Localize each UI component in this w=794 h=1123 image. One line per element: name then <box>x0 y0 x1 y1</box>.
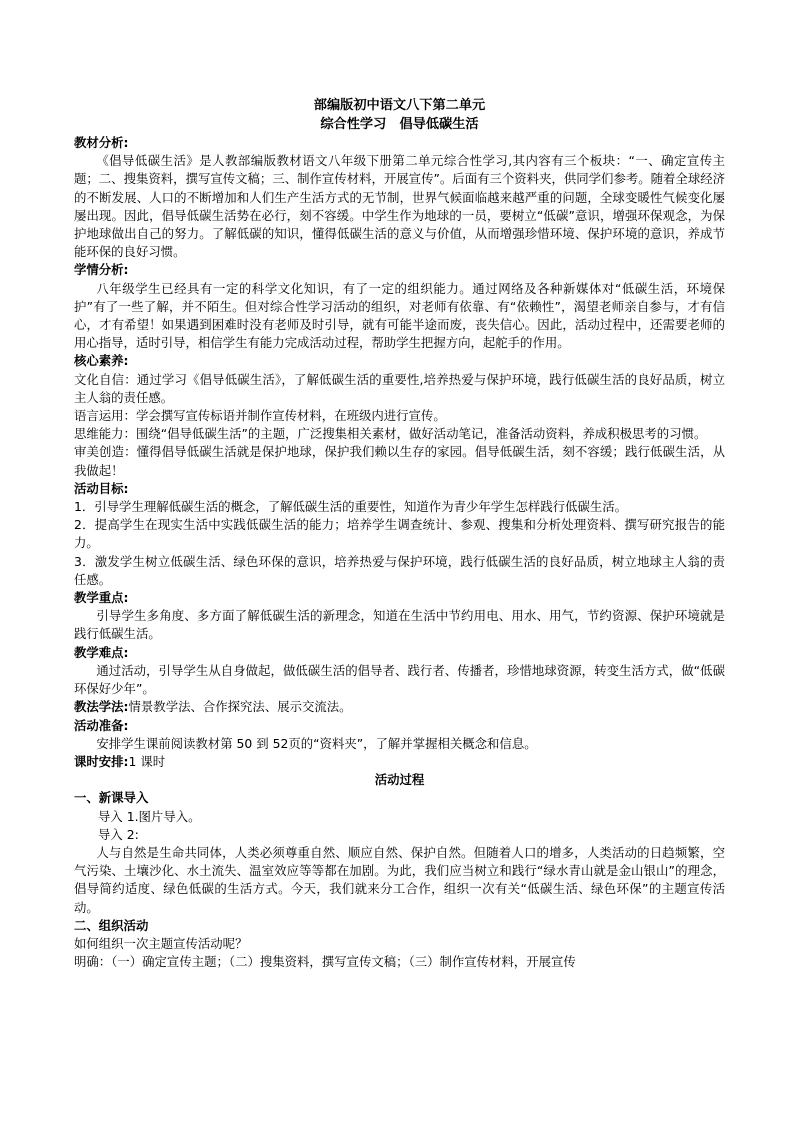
activity-goals-heading: 活动目标: <box>74 480 129 496</box>
goal-item-2: 2．提高学生在现实生活中实践低碳生活的能力；培养学生调查统计、参观、搜集和分析处理资料、撰写研究报告的能力。 <box>74 517 725 551</box>
literacy-item-aesthetic: 审美创造：懂得倡导低碳生活就是保护地球，保护我们赖以生存的家园。倡导低碳生活，刻不容缓；践行低碳生活，从我做起！ <box>74 444 725 478</box>
part2-heading: 二、组织活动 <box>74 917 149 933</box>
literacy-item-language: 语言运用：学会撰写宣传标语并制作宣传材料，在班级内进行宣传。 <box>74 408 446 424</box>
class-schedule-text: 1 课时 <box>128 753 166 769</box>
class-schedule-line <box>74 753 725 771</box>
student-analysis-heading: 学情分析: <box>74 262 129 278</box>
part1-heading: 一、新课导入 <box>74 790 149 806</box>
teaching-difficulty-paragraph: 通过活动，引导学生从自身做起，做低碳生活的倡导者、践行者、传播者，珍惜地球资源，转变生活方式，做“低碳环保好少年”。 <box>74 662 725 697</box>
literacy-item-culture: 文化自信：通过学习《倡导低碳生活》，了解低碳生活的重要性,培养热爱与保护环境，践行低碳生活的良好品质，树立主人翁的责任感。 <box>74 371 725 405</box>
class-schedule-label: 课时安排: <box>74 753 129 769</box>
student-analysis-paragraph: 八年级学生已经具有一定的科学文化知识，有了一定的组织能力。通过网络及各种新媒体对“低碳生活，环境保护”有了一些了解，并不陌生。但对综合性学习活动的组织，对老师有依靠、有“依赖性”，渴望老师亲自参与，才有信心，才有希望！如果遇到困难时没有老师及时引导，就有可能半途而废，丧失信心。因此，活动过程中，还需要老师的用心指导，适时引导，相信学生有能力完成活动过程，帮助学生把握方向，起舵手的作用。 <box>74 280 725 351</box>
teaching-focus-heading: 教学重点: <box>74 590 129 606</box>
teaching-methods-line <box>74 698 725 716</box>
intro-paragraph: 人与自然是生命共同体，人类必须尊重自然、顺应自然、保护自然。但随着人口的增多，人类活动的日趋频繁，空气污染、土壤沙化、水土流失、温室效应等等都在加剧。为此，我们应当树立和践行“绿水青山就是金山银山”的理念，倡导简约适度、绿色低碳的生活方式。今天，我们就来分工合作，组织一次有关“低碳生活、绿色环保”的主题宣传活动。 <box>74 844 725 915</box>
goal-item-3: 3．激发学生树立低碳生活、绿色环保的意识，培养热爱与保护环境，践行低碳生活的良好品质，树立地球主人翁的责任感。 <box>74 553 725 587</box>
literacy-item-thinking: 思维能力：围绕“倡导低碳生活”的主题，广泛搜集相关素材，做好活动笔记，准备活动资料，养成积极思考的习惯。 <box>74 426 707 442</box>
textbook-analysis-heading: 教材分析: <box>74 135 129 150</box>
activity-prep-heading: 活动准备: <box>74 717 129 733</box>
document-subtitle: 综合性学习 倡导低碳生活 <box>320 117 479 132</box>
teaching-focus-paragraph: 引导学生多角度、多方面了解低碳生活的新理念，知道在生活中节约用电、用水、用气，节约资源、保护环境就是践行低碳生活。 <box>74 608 725 642</box>
teaching-difficulty-heading: 教学难点: <box>74 644 129 660</box>
core-literacy-heading: 核心素养: <box>74 353 129 369</box>
activity-process-heading: 活动过程 <box>374 772 425 788</box>
organize-answer: 明确：（一）确定宣传主题；（二）搜集资料，撰写宣传文稿；（三）制作宣传材料，开展宣传 <box>74 954 576 970</box>
intro-item-1: 导入 1.图片导入。 <box>98 808 201 824</box>
activity-prep-paragraph: 安排学生课前阅读教材第 50 到 52页的“资料夹”，了解并掌握相关概念和信息。 <box>96 735 537 751</box>
organize-question: 如何组织一次主题宣传活动呢？ <box>74 935 248 951</box>
goal-item-1: 1．引导学生理解低碳生活的概念，了解低碳生活的重要性，知道作为青少年学生怎样践行低碳生活。 <box>74 499 628 515</box>
intro-item-2: 导入 2: <box>98 826 139 842</box>
textbook-analysis-paragraph: 《倡导低碳生活》是人教部编版教材语文八年级下册第二单元综合性学习,其内容有三个板块：“一、确定宣传主题；二、搜集资料，撰写宣传文稿；三、制作宣传材料，开展宣传”。后面有三个资料夹，供同学们参考。随着全球经济的不断发展、人口的不断增加和人们生产生活方式的无节制，世界气候面临越来越严重的问题，全球变暖性气候变化屡屡出现。因此，倡导低碳生活势在必行，刻不容缓。中学生作为地球的一员，要树立“低碳”意识，增强环保观念，为保护地球做出自己的努力。了解低碳的知识，懂得低碳生活的意义与价值，从而增强珍惜环境、保护环境的意识，养成节能环保的良好习惯。 <box>74 153 725 260</box>
teaching-methods-text: 情景教学法、合作探究法、展示交流法。 <box>128 699 352 715</box>
teaching-methods-label: 教法学法: <box>74 699 129 715</box>
document-page <box>74 96 725 971</box>
document-title: 部编版初中语文八下第二单元 <box>313 98 486 113</box>
